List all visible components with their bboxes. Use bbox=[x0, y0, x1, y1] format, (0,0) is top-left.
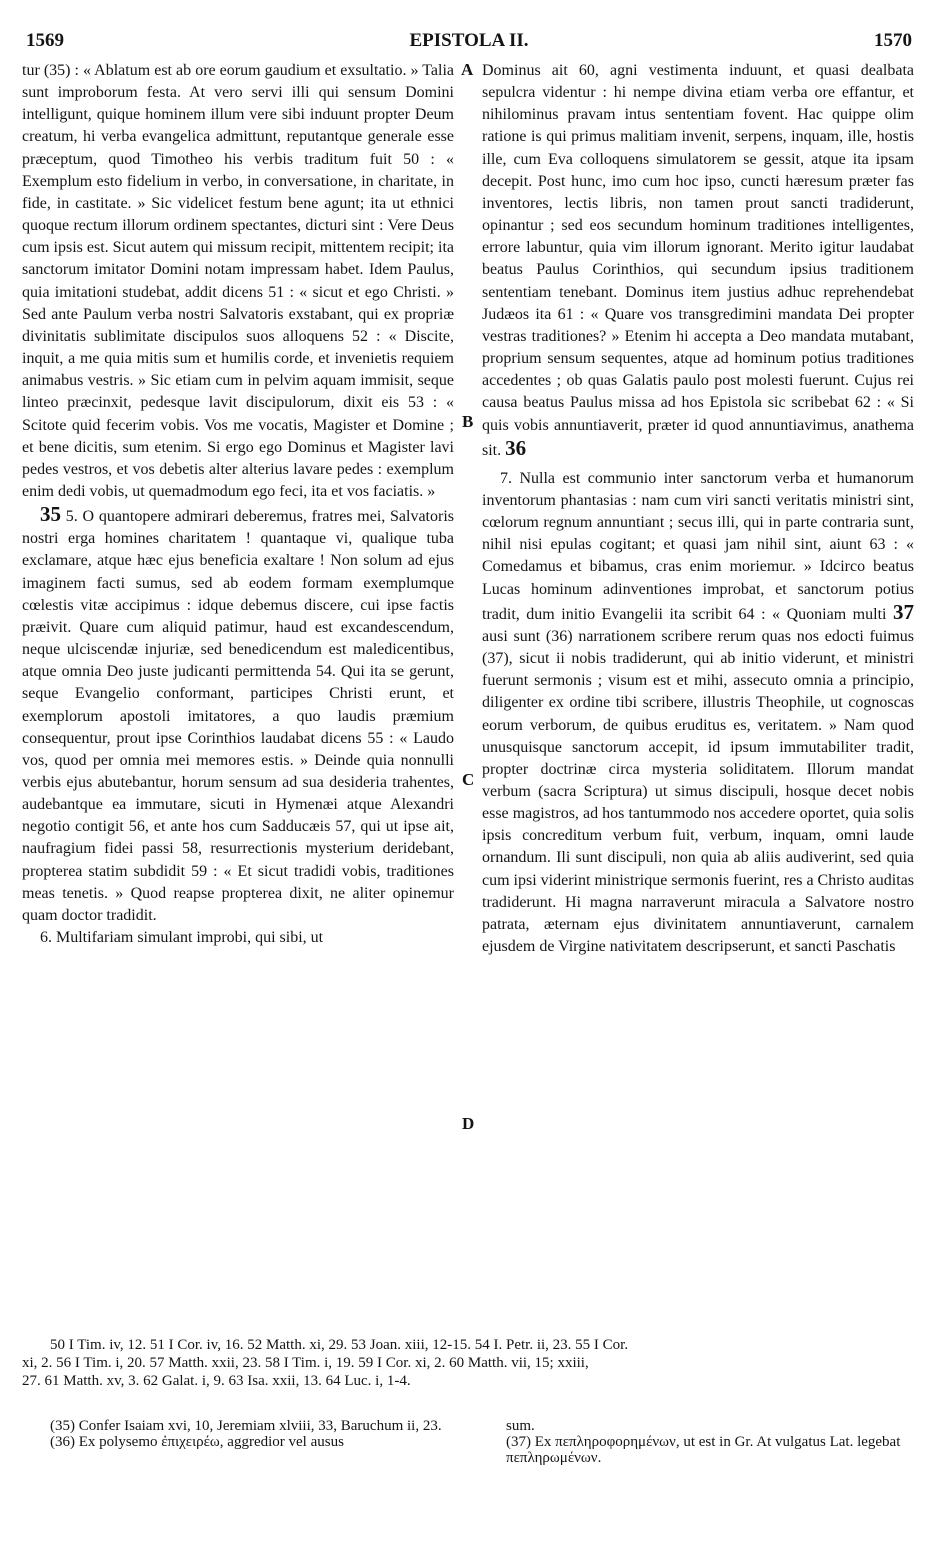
page-number-left: 1569 bbox=[26, 30, 64, 51]
column-number-35: 35 bbox=[40, 502, 61, 527]
footnote-line-1: 50 I Tim. iv, 12. 51 I Cor. iv, 16. 52 Matth. xi, 29. 53 Joan. xiii, 12-15. 54 I. Petr. ii, 23. 55 I Cor. bbox=[50, 1337, 629, 1353]
note-36-continued: sum. bbox=[506, 1418, 535, 1434]
right-paragraph-2b-text: ausi sunt (36) narrationem scribere rerum quas nos edocti fuimus (37), sicut ii nobis tradiderunt, qui ab initio viderunt, et ministri fuerunt sermonis ; visum est et mihi, assecuto omnia a principio, diligenter ex ordine tibi scribere, illustris Theophile, ut cognoscas eorum verborum, de quibus eruditus es, veritatem. » Nam quod unusquisque sanctorum accepit, id ipsum immutabiliter tradit, propter doctrinæ circa mysteria soliditatem. Illorum mandat verbum (sacra Scriptura) ut simus discipuli, hosque decet nobis esse magistros, ad hos tantummodo nos accedere oportet, quia solis ipsis concreditum verbum fuit, verbum, inquam, omni laude ornandum. Ili sunt discipuli, non quia ab aliis audiverint, sed quia cum ipsi viderint ministrique sermonis fuerint, res a Christo auditas tradiderunt. Hi magna narraverunt miracula a Salvatore nostro patrata, æternam ejus divinitatem annuntiaverunt, carnalem ejusdem de Virgine nativitatem descripserunt, et sancti Paschatis bbox=[482, 627, 914, 956]
margin-letter-d: D bbox=[462, 1114, 475, 1133]
right-paragraph-2 bbox=[482, 468, 914, 958]
note-36: (36) Ex polysemo ἐπιχειρέω, aggredior vel ausus bbox=[50, 1434, 344, 1450]
note-35: (35) Confer Isaiam xvi, 10, Jeremiam xlviii, 33, Baruchum ii, 23. bbox=[50, 1418, 442, 1434]
left-column bbox=[22, 60, 454, 949]
right-paragraph-1-text: Dominus ait 60, agni vestimenta induunt, et quasi dealbata sepulcra videntur : hi nempe divina etiam verba ore effantur, et nihilominus pravam intus sententiam fovent. Hac quippe olim ratione is qui primus malitiam invenit, serpens, inquam, ille, hostis ille, cum Eva colloquens simulatorem se gessit, atque ita ipsam decepit. Post hunc, imo cum hoc ipso, cuncti hæresum præter fas inventores, lectis libris, non tamen prout sancti tradiderunt, opinantur ; sed eos secundum hominum traditiones intelligentes, errore labuntur, quia vim illorum ignorant. Merito igitur laudabat beatus Paulus Corinthios, qui secundum ipsius traditionem sententiam tenebant. Dominus item justius adhuc reprehendebat Judæos ita 61 : « Quare vos transgredimini mandata Dei propter vestras traditiones? » Etenim hi accepta a Deo mandata mutabant, proprium sensum sequentes, atque ad hominum potius traditiones accedentes ; ob quas Galatis paulo post molesti fuerunt. Cujus rei causa beatus Paulus missa ad hos Epistola sic scribebat 62 : « Si quis vobis annuntiaverit, præter id quod annuntiavimus, anathema sit. bbox=[482, 62, 914, 459]
left-paragraph-1: tur (35) : « Ablatum est ab ore eorum gaudium et exsultatio. » Talia sunt improborum festa. At vero servi illi qui sensum Domini intelligunt, quique hominem illum vere sibi induunt propter Deum creatum, hi verba evangelica admittunt, reputantque generale esse præceptum, quod Timotheo his verbis traditum fuit 50 : « Exemplum esto fidelium in verbo, in conversatione, in charitate, in fide, in castitate. » Sic videlicet festum bene agunt; ita ut ethnici quoque rectum illorum ordinem spectantes, dicturi sint : Vere Deus cum ipsis est. Sicut autem qui missum recipit, mittentem recipit; ita sanctorum imitator Domini notam impressam habet. Idem Paulus, quia imitationi studebat, addit dicens 51 : « sicut et ego Christi. » Sed ante Paulum verba nostri Salvatoris exstabant, qui ex propriæ divinitatis sublimitate discipulos suos alloquens 52 : « Discite, inquit, a me quia mitis sum et humilis corde, et invenietis requiem animabus vestris. » Sic etiam cum in pelvim aquam immisit, seque linteo præcinxit, pedesque lavit discipulorum, dixit eis 53 : « Scitote quid fecerim vobis. Vos me vocatis, Magister et Domine ; et bene dicitis, sum etenim. Si ergo ego Dominus et Magister lavi pedes vestros, et vos debetis alter alterius lavare pedes : exemplum enim dedi vobis, ut quemadmodum ego feci, ita et vos faciatis. » bbox=[22, 62, 454, 500]
margin-letter-c: C bbox=[462, 770, 475, 789]
margin-letter-b: B bbox=[462, 412, 474, 431]
column-number-36: 36 bbox=[505, 435, 527, 460]
page-header bbox=[26, 30, 912, 56]
right-paragraph-2a-text: 7. Nulla est communio inter sanctorum verba et humanorum inventorum phantasias : nam cum viri sancti veritatis ministri sint, cœlorum regnum annuntiant ; secus illi, qui in parte contraria sunt, nihil nisi epulas cogitant; et quasi jam nihil sint, aiunt 63 : « Comedamus et bibamus, cras enim moriemur. » Idcirco beatus Lucas hominum adinventiones improbat, et sanctorum potius tradit, dum initio Evangelii ita scribit 64 : « Quoniam multi bbox=[482, 469, 914, 623]
note-37: (37) Ex πεπληροφορημένων, ut est in Gr. At vulgatus Lat. legebat πεπληρωμένων. bbox=[506, 1434, 901, 1466]
margin-letter-a: A bbox=[461, 60, 474, 79]
column-number-37: 37 bbox=[893, 599, 915, 624]
page-number-right: 1570 bbox=[874, 30, 912, 51]
right-paragraph-1 bbox=[482, 60, 914, 462]
footnote-line-3: 27. 61 Matth. xv, 3. 62 Galat. i, 9. 63 Isa. xxii, 13. 64 Luc. i, 1-4. bbox=[22, 1373, 411, 1389]
notes-left bbox=[50, 1418, 460, 1450]
right-column bbox=[482, 60, 914, 958]
left-paragraph-2 bbox=[22, 503, 454, 927]
footnote-line-2: xi, 2. 56 I Tim. i, 20. 57 Matth. xxii, 23. 58 I Tim. i, 19. 59 I Cor. xi, 2. 60 Matth. vii, 15; xxiii, bbox=[22, 1355, 589, 1371]
left-paragraph-3: 6. Multifariam simulant improbi, qui sibi, ut bbox=[40, 929, 324, 947]
running-title: EPISTOLA II. bbox=[409, 30, 529, 51]
notes-right bbox=[506, 1418, 916, 1466]
left-paragraph-2-text: 5. O quantopere admirari deberemus, fratres mei, Salvatoris nostri erga homines charitatem ! quantaque vi, qualique tuba exclamare, atque hæc ejus beneficia exaltare ! Non solum ad ejus imaginem facti sumus, sed ab eodem formam exemplumque cœlestis vitæ accipimus : idque debemus discere, cui ipse factis præivit. Quare cum aliquid patimur, haud est excandescendum, neque ulciscendæ injuriæ, sed benedicendum est maledicentibus, atque omnia Deo juste judicanti permittenda 54. Qui ita se gerunt, seque Evangelio conformant, participes Christi erunt, et exemplorum apostoli imitatores, a quo laudis præmium consequentur, prout ipse Corinthios laudabat dicens 55 : « Laudo vos, quod per omnia mei memores estis. » Deinde quia nonnulli verbis ejus abutebantur, horum sensum ad sua desideria trahentes, audebantque ea immutare, sicuti in Hymenæi atque Alexandri negotio contigit 56, et ante hos cum Sadducæis 57, qui ut ipse ait, naufragium fidei passi 58, resurrectionis mysterium deridebant, propterea statim subdidit 59 : « Et sicut tradidi vobis, traditiones meas tenetis. » Quod reapse propterea dixit, ne aliter opinemur quam doctor tradidit. bbox=[22, 508, 455, 924]
